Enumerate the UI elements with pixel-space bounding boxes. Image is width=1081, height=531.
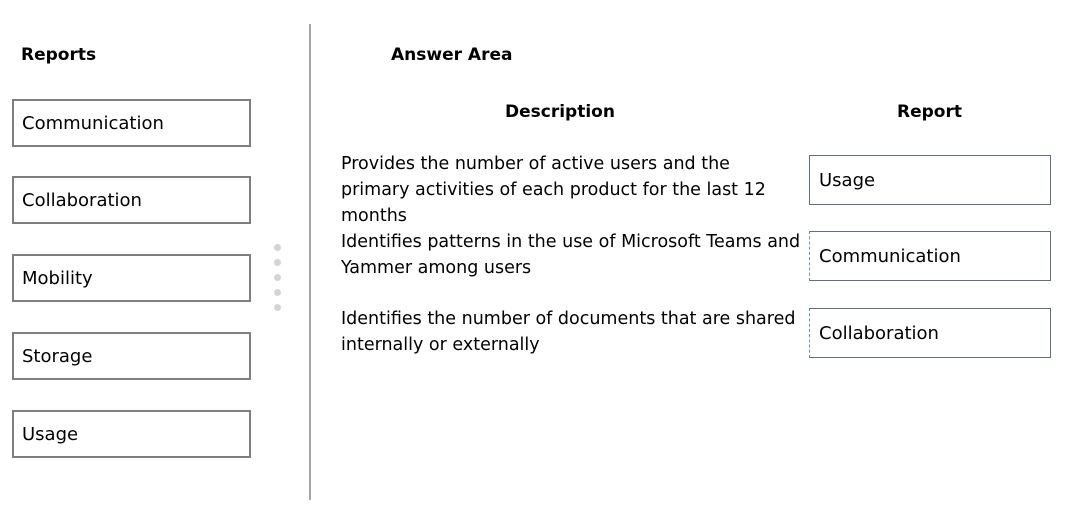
panel-divider: [309, 24, 311, 500]
answer-slot-1[interactable]: Usage: [809, 155, 1051, 205]
drag-handle-icon[interactable]: [273, 244, 282, 316]
report-option-usage[interactable]: Usage: [12, 410, 251, 458]
report-option-mobility[interactable]: Mobility: [12, 254, 251, 302]
report-option-communication[interactable]: Communication: [12, 99, 251, 147]
report-option-storage[interactable]: Storage: [12, 332, 251, 380]
description-text-2: Identifies patterns in the use of Microsoft Teams and Yammer among users: [341, 232, 801, 278]
answer-slot-2[interactable]: Communication: [809, 231, 1051, 281]
report-column-header: Report: [897, 102, 962, 122]
description-text-1: Provides the number of active users and the primary activities of each product for the last 12 months: [341, 154, 766, 226]
description-text-3: Identifies the number of documents that are shared internally or externally: [341, 309, 796, 355]
report-option-collaboration[interactable]: Collaboration: [12, 176, 251, 224]
reports-title: Reports: [21, 45, 97, 65]
answer-slot-3[interactable]: Collaboration: [809, 308, 1051, 358]
answer-area-title: Answer Area: [391, 45, 513, 65]
description-column-header: Description: [505, 102, 615, 122]
